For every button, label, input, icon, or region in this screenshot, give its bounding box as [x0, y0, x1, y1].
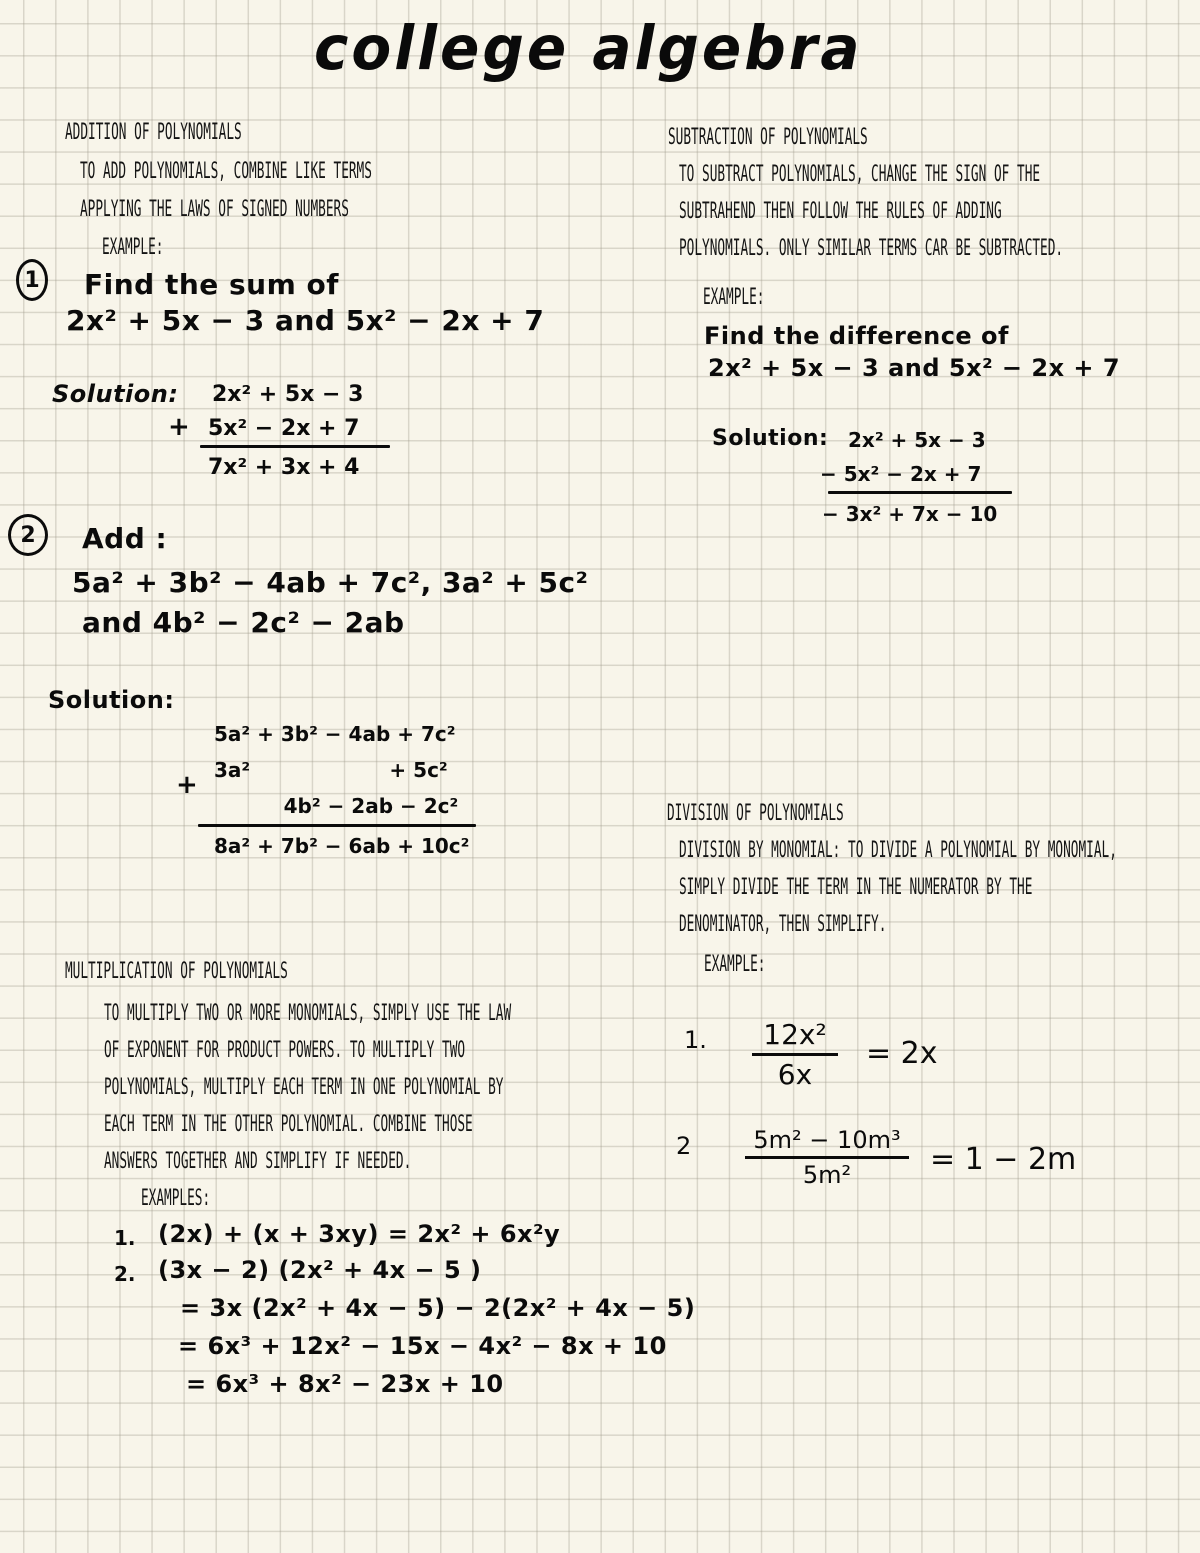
operator-plus: + — [168, 412, 190, 442]
division-heading: DIVISION OF POLYNOMIALS — [667, 801, 844, 826]
multiplication-body-line: TO MULTIPLY TWO OR MORE MONOMIALS, SIMPLY USE THE LAW — [104, 1001, 512, 1026]
subtraction-body-line: POLYNOMIALS. ONLY SIMILAR TERMS CAR BE SUBTRACTED. — [679, 236, 1064, 261]
addend-row: 3a² + 5c² — [214, 758, 448, 782]
sum-result: 8a² + 7b² − 6ab + 10c² — [214, 834, 470, 858]
division-body-line: DENOMINATOR, THEN SIMPLIFY. — [679, 912, 887, 937]
division-example-number: 1. — [684, 1026, 707, 1054]
subtraction-polynomials: 2x² + 5x − 3 and 5x² − 2x + 7 — [708, 354, 1121, 382]
expansion-step: = 3x (2x² + 4x − 5) − 2(2x² + 4x − 5) — [180, 1294, 696, 1322]
operator-plus: + — [176, 770, 198, 800]
example2-prompt: Add : — [82, 522, 168, 555]
subtraction-prompt: Find the difference of — [704, 322, 1009, 350]
subtraction-body-line: SUBTRAHEND THEN FOLLOW THE RULES OF ADDING — [679, 199, 1002, 224]
subtraction-example-label: EXAMPLE: — [703, 285, 765, 310]
numerator: 12x² — [763, 1018, 827, 1051]
addition-heading: ADDITION OF POLYNOMIALS — [65, 120, 242, 145]
example1-prompt: Find the sum of — [84, 268, 339, 301]
addition-body-line: TO ADD POLYNOMIALS, COMBINE LIKE TERMS — [80, 159, 372, 184]
badge-number: 1 — [24, 267, 40, 293]
multiplication-body-line: OF EXPONENT FOR PRODUCT POWERS. TO MULTIPLY TWO — [104, 1038, 466, 1063]
numerator: 5m² − 10m³ — [753, 1126, 901, 1154]
multiplication-body-line: EACH TERM IN THE OTHER POLYNOMIAL. COMBINE THOSE — [104, 1112, 473, 1137]
example-number-badge — [8, 514, 48, 556]
addition-example-label: EXAMPLE: — [102, 235, 164, 260]
subtrahend-row: − 5x² − 2x + 7 — [820, 462, 982, 486]
addend-row: 2x² + 5x − 3 — [212, 382, 364, 407]
multiplication-example: (2x) + (x + 3xy) = 2x² + 6x²y — [158, 1220, 561, 1248]
addend-row: 5x² − 2x + 7 — [208, 416, 360, 441]
example-number-badge — [16, 259, 48, 301]
fraction-bar — [752, 1053, 838, 1056]
difference-line — [828, 491, 1012, 494]
expansion-step: = 6x³ + 12x² − 15x − 4x² − 8x + 10 — [178, 1332, 667, 1360]
subtraction-body-line: TO SUBTRACT POLYNOMIALS, CHANGE THE SIGN OF THE — [679, 162, 1041, 187]
solution-label: Solution: — [48, 686, 175, 714]
example1-polynomials: 2x² + 5x − 3 and 5x² − 2x + 7 — [66, 304, 545, 337]
solution-label: Solution: — [52, 380, 179, 408]
solution-label: Solution: — [712, 426, 829, 451]
fraction — [752, 1018, 838, 1091]
difference-result: − 3x² + 7x − 10 — [822, 502, 998, 526]
division-body-line: DIVISION BY MONOMIAL: TO DIVIDE A POLYNOMIAL BY MONOMIAL, — [679, 838, 1117, 863]
division-result: = 2x — [866, 1036, 938, 1071]
example2-polynomials-line: 5a² + 3b² − 4ab + 7c², 3a² + 5c² — [72, 566, 589, 599]
multiplication-heading: MULTIPLICATION OF POLYNOMIALS — [65, 959, 288, 984]
multiplication-example-label: EXAMPLES: — [141, 1186, 211, 1211]
expansion-step: = 6x³ + 8x² − 23x + 10 — [186, 1370, 504, 1398]
page-title: college algebra — [314, 12, 863, 84]
multiplication-body-line: ANSWERS TOGETHER AND SIMPLIFY IF NEEDED. — [104, 1149, 412, 1174]
sum-result: 7x² + 3x + 4 — [208, 455, 360, 480]
addend-row: 5a² + 3b² − 4ab + 7c² — [214, 722, 456, 746]
division-example-label: EXAMPLE: — [704, 952, 766, 977]
sum-line — [198, 824, 476, 827]
addition-body-line: APPLYING THE LAWS OF SIGNED NUMBERS — [80, 197, 349, 222]
sum-line — [200, 445, 390, 448]
minuend-row: 2x² + 5x − 3 — [848, 428, 986, 452]
division-body-line: SIMPLY DIVIDE THE TERM IN THE NUMERATOR BY THE — [679, 875, 1033, 900]
example-number: 1. — [114, 1226, 136, 1250]
denominator: 5m² — [802, 1161, 852, 1189]
example2-polynomials-line: and 4b² − 2c² − 2ab — [82, 606, 405, 639]
badge-number: 2 — [20, 522, 36, 548]
multiplication-example: (3x − 2) (2x² + 4x − 5 ) — [158, 1256, 482, 1284]
subtraction-heading: SUBTRACTION OF POLYNOMIALS — [668, 125, 868, 150]
fraction-bar — [745, 1156, 909, 1159]
multiplication-body-line: POLYNOMIALS, MULTIPLY EACH TERM IN ONE POLYNOMIAL BY — [104, 1075, 504, 1100]
division-example-number: 2 — [676, 1132, 692, 1160]
addend-row: 4b² − 2ab − 2c² — [214, 794, 459, 818]
fraction — [745, 1126, 909, 1189]
denominator: 6x — [777, 1058, 813, 1091]
division-result: = 1 − 2m — [930, 1142, 1077, 1177]
example-number: 2. — [114, 1262, 136, 1286]
